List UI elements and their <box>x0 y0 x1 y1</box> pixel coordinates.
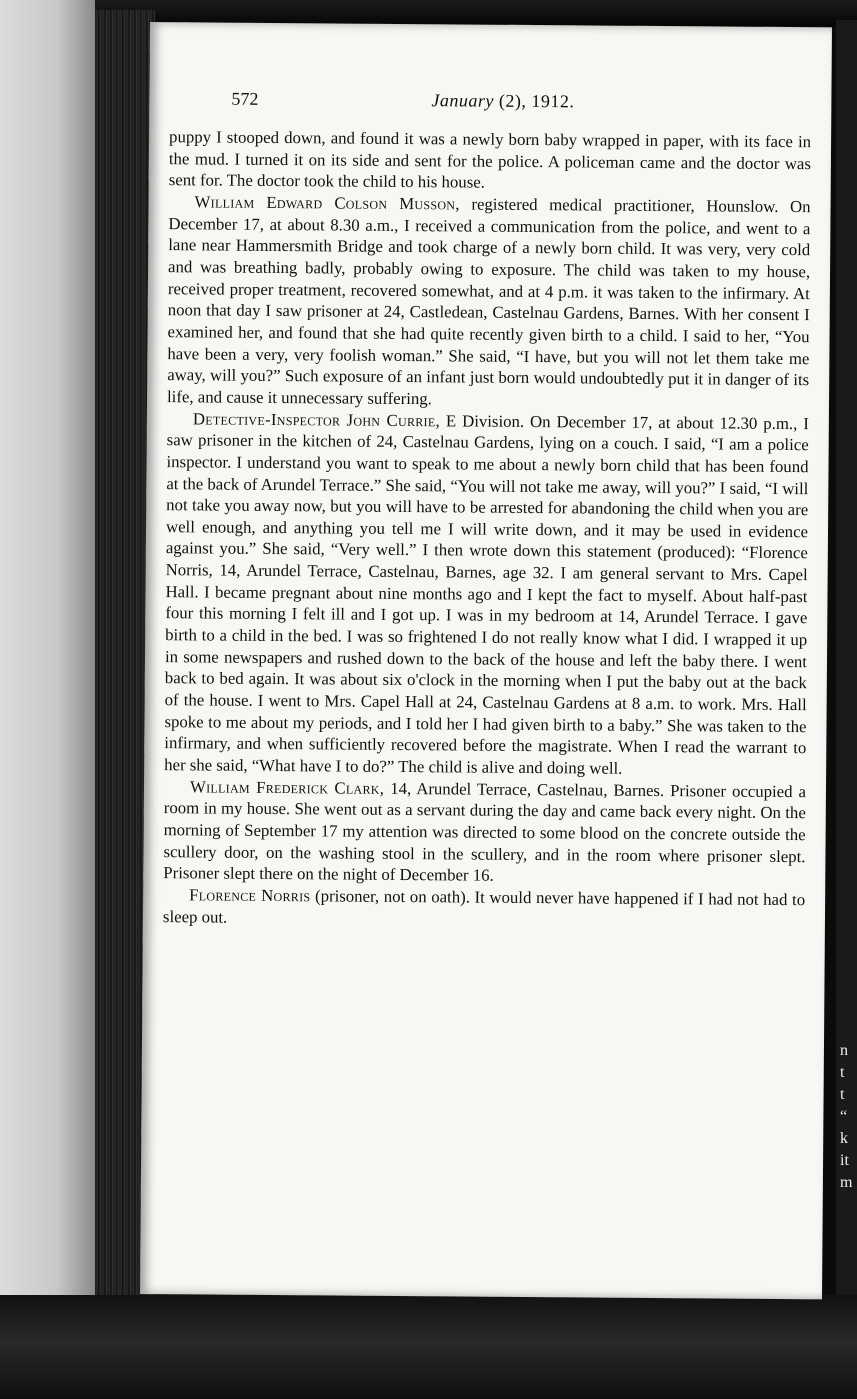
fragment-letter: t <box>840 1064 845 1081</box>
adjacent-page-fragments <box>840 1040 857 1194</box>
running-head-date: (2), 1912. <box>498 90 575 112</box>
scan-left-margin <box>0 0 95 1399</box>
fragment-letter: “ <box>840 1108 848 1125</box>
fragment-letter: m <box>840 1174 853 1191</box>
paragraph <box>163 776 806 889</box>
fragment-letter: t <box>840 1086 845 1103</box>
page-body <box>163 126 811 932</box>
paragraph <box>164 408 809 781</box>
fragment-letter: it <box>840 1152 849 1169</box>
paragraph <box>169 126 811 196</box>
witness-name: William Edward Colson Musson, <box>194 192 460 214</box>
scan-bottom-background <box>0 1295 857 1399</box>
witness-name: William Frederick Clark, <box>189 777 385 798</box>
paragraph-text: E Division. On December 17, at about 12.30 p.m., I saw prisoner in the kitchen of 24, Castelnau Gardens, lying on a couch. I said, “I am a police inspector. I understand you want to speak to me about a newly born child that has been found at the back of Arundel Terrace.” She said, “You will not take me away, will you?” I said, “I will not take you away now, but you will have to be arrested for abandoning the child when you are well enough, and anything you tell me I will write down, and it may be used in evidence against you.” She said, “Very well.” I then wrote down this statement (produced): “Florence Norris, 14, Arundel Terrace, Castelnau, Barnes, age 32. I am general servant to Mrs. Capel Hall. I became pregnant about nine months ago and I kept the fact to myself. About half-past four this morning I felt ill and I got up. I was in my bedroom at 14, Arundel Terrace. I gave birth to a child in the bed. I was so frightened I do not really know what I did. I wrapped it up in some newspapers and rushed down to the back of the house and left the baby there. I went back to bed again. It was about six o'clock in the morning when I put the baby out at the back of the house. I went to Mrs. Capel Hall at 24, Castelnau Gardens at 8 a.m. to work. Mrs. Hall spoke to me about my periods, and I told her I had given birth to a baby.” She was taken to the infirmary, and when sufficiently recovered before the magistrate. When I read the warrant to her she said, “What have I to do?” The child is alive and doing well. <box>164 410 809 778</box>
paragraph-text: puppy I stooped down, and found it was a newly born baby wrapped in paper, with its face in the mud. I turned it on its side and sent for the police. A policeman came and the doctor was sent for. The doctor took the child to his house. <box>168 127 812 192</box>
paragraph-text: registered medical practitioner, Hounslow. On December 17, at about 8.30 a.m., I received a communication from the police, and went to a lane near Hammersmith Bridge and took charge of a newly born child. It was very, very cold and was breathing badly, probably owing to exposure. The child was taken to my house, received proper treatment, recovered somewhat, and at 4 p.m. it was taken to the infirmary. At noon that day I saw prisoner at 24, Castledean, Castelnau Gardens, Barnes. With her consent I examined her, and found that she had quite recently given birth to a child. I said to her, “You have been a very, very foolish woman.” She said, “I have, but you will not let them take me away, will you?” Such exposure of an infant just born would undoubtedly put it in danger of its life, and cause it unnecessary suffering. <box>166 194 811 409</box>
fragment-letter: k <box>840 1130 848 1147</box>
paragraph <box>163 884 805 932</box>
running-head <box>431 90 574 112</box>
running-head-month: January <box>431 90 494 111</box>
page-header <box>231 89 831 118</box>
witness-name: Detective-Inspector John Currie, <box>192 408 441 430</box>
paragraph-text: (prisoner, not on oath). It would never have happened if I had not had to sleep out. <box>162 886 806 927</box>
fragment-letter: n <box>840 1042 848 1059</box>
witness-name: Florence Norris <box>189 885 311 906</box>
book-page <box>140 22 832 1299</box>
paragraph-text: 14, Arundel Terrace, Castelnau, Barnes. Prisoner occupied a room in my house. She went out as a servant during the day and came back every night. On the morning of September 17 my attention was directed to some blood on the concrete outside the scullery door, on the washing stool in the scullery, and in the room where prisoner slept. Prisoner slept there on the night of December 16. <box>163 778 807 886</box>
paragraph <box>167 191 811 413</box>
page-number: 572 <box>231 88 259 109</box>
